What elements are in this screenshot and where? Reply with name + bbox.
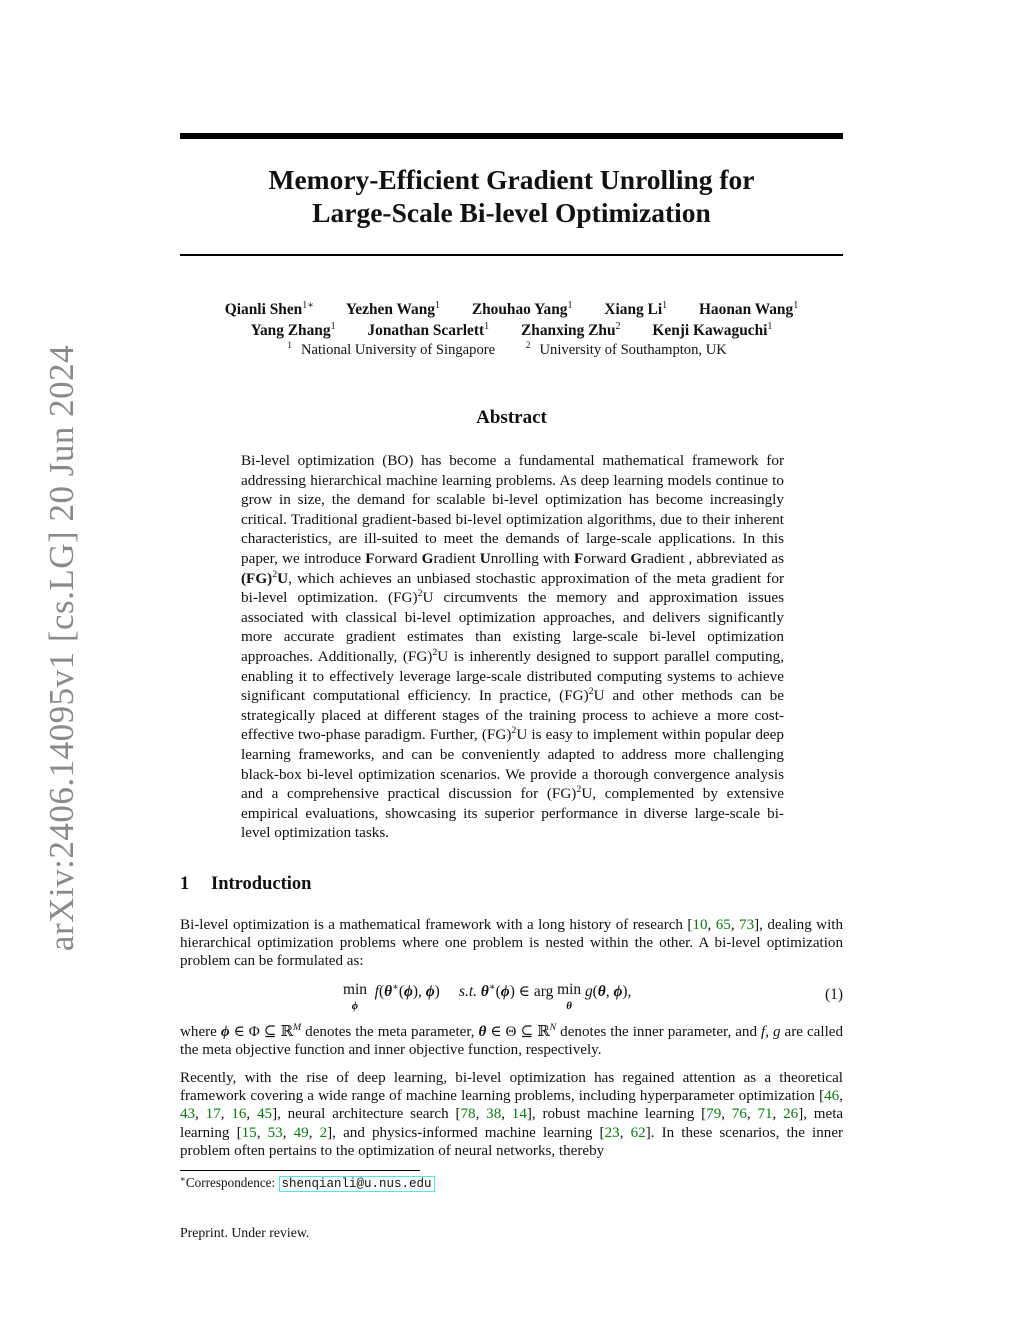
equation-1: [180, 980, 843, 1016]
author: Yang Zhang$^1$: [250, 320, 336, 339]
citation-link[interactable]: 62: [630, 1124, 646, 1141]
title-bottom-rule: [180, 254, 843, 256]
preprint-note: Preprint. Under review.: [180, 1225, 310, 1240]
author: Haonan Wang$^1$: [698, 299, 799, 318]
title-top-rule: [180, 133, 843, 139]
correspondence-email-link[interactable]: shenqianli@u.nus.edu: [279, 1176, 435, 1192]
abstract-body: Bi-level optimization (BO) has become a fundamental mathematical framework for addressing hierarchical machine learning problems. As deep learning models continue to grow in size, the demand for scalable bi-level optimization has become increasingly critical. Traditional gradient-based bi-level optimization algorithms, due to their inherent characteristics, are ill-suited to meet the demands of large-scale applications. In this paper, we introduce Forward Gradient Unrolling with Forward Gradient , abbreviated as (FG)$^2$U, which achieves an unbiased stochastic approximation of the meta gradient for bi-level optimization. (FG)$^2$U circumvents the memory and approximation issues associated with classical bi-level optimization approaches, and delivers significantly more accurate gradient estimates than existing large-scale bi-level optimization approaches. Additionally, (FG)$^2$U is inherently designed to support parallel computing, enabling it to effectively leverage large-scale distributed computing systems to achieve significant computational efficiency. In practice, (FG)$^2$U and other methods can be strategically placed at different stages of the training process to achieve a more cost-effective two-phase paradigm. Further, (FG)$^2$U is easy to implement within popular deep learning frameworks, and can be conveniently adapted to address more challenging black-box bi-level optimization scenarios. We provide a thorough convergence analysis and a comprehensive practical discussion for (FG)$^2$U, complemented by extensive empirical evaluations, showcasing its superior performance in diverse large-scale bi-level optimization tasks.: [241, 452, 785, 842]
citation-link[interactable]: 23: [604, 1124, 620, 1141]
title-line-2: Large-Scale Bi-level Optimization: [312, 197, 711, 228]
citation-link[interactable]: 76: [731, 1106, 747, 1123]
citation-link[interactable]: 49: [293, 1124, 309, 1141]
equation-expression: min ϕ f(θ∗(ϕ), ϕ) s.t. θ∗(ϕ) ∈ arg min θ g(θ, ϕ),: [343, 981, 632, 1012]
equation-number: (1): [825, 986, 843, 1003]
author: Jonathan Scarlett$^1$: [367, 320, 490, 339]
author: Zhanxing Zhu$^2$: [521, 320, 621, 339]
affiliation: $^2$ University of Southampton, UK: [525, 341, 727, 358]
citation-link[interactable]: 73: [739, 917, 755, 933]
citation-link[interactable]: 43: [180, 1106, 196, 1123]
footnote-correspondence: ∗Correspondence: shenqianli@u.nus.edu: [180, 1175, 435, 1191]
intro-paragraph-2: where ϕ ∈ Φ ⊆ ℝ$^M$ denotes the meta parameter, θ ∈ Θ ⊆ ℝ$^N$ denotes the inner parameter, and f, g are called the meta objective function and inner objective function, respectively.: [180, 1021, 844, 1059]
paper-title: [180, 163, 843, 229]
author: Zhouhao Yang$^1$: [471, 299, 573, 318]
section-heading-introduction: 1 Introduction: [180, 874, 312, 894]
affiliations: [180, 342, 843, 359]
footnote-rule: [180, 1170, 420, 1171]
author: Xiang Li$^1$: [604, 299, 668, 318]
citation-link[interactable]: 71: [757, 1106, 773, 1123]
intro-paragraph-3: Recently, with the rise of deep learning, bi-level optimization has regained attention as a theoretical framework covering a wide range of machine learning problems, including hyperparameter optimization [46, 43, 17, 16, 45], neural architecture search [78, 38, 14], robust machine learning [79, 76, 71, 26], meta learning [15, 53, 49, 2], and physics-informed machine learning [23, 62]. In these scenarios, the inner problem often pertains to the optimization of neural networks, thereby: [180, 1070, 844, 1159]
citation-link[interactable]: 17: [205, 1106, 221, 1123]
citation-link[interactable]: 79: [706, 1106, 722, 1123]
citation-link[interactable]: 16: [231, 1106, 247, 1123]
citation-link[interactable]: 78: [460, 1106, 476, 1123]
citation-link[interactable]: 2: [319, 1124, 328, 1141]
authors-row-2: [180, 321, 843, 341]
citation-link[interactable]: 46: [824, 1088, 840, 1105]
authors-row-1: [180, 300, 843, 320]
intro-paragraph-1: Bi-level optimization is a mathematical framework with a long history of research [10, 65, 73], dealing with hierarchical optimization problems where one problem is nested within the other. A bi-level optimization problem can be formulated as:: [180, 917, 844, 970]
citation-link[interactable]: 53: [267, 1124, 283, 1141]
citation-link[interactable]: 10: [692, 917, 708, 933]
affiliation: $^1$ National University of Singapore: [287, 341, 496, 358]
citation-link[interactable]: 45: [256, 1106, 273, 1123]
citation-link[interactable]: 15: [241, 1124, 257, 1141]
arxiv-identifier[interactable]: arXiv:2406.14095v1 [cs.LG] 20 Jun 2024: [42, 344, 81, 952]
citation-link[interactable]: 38: [486, 1106, 502, 1123]
citation-link[interactable]: 65: [715, 917, 731, 933]
citation-link[interactable]: 14: [511, 1106, 527, 1123]
author: Kenji Kawaguchi$^1$: [652, 320, 773, 339]
abstract-heading: Abstract: [476, 407, 547, 428]
author: Yezhen Wang$^1$: [345, 299, 440, 318]
citation-link[interactable]: 26: [783, 1106, 799, 1123]
title-line-1: Memory-Efficient Gradient Unrolling for: [268, 164, 755, 195]
author: Qianli Shen$^{1∗}$: [224, 299, 315, 318]
